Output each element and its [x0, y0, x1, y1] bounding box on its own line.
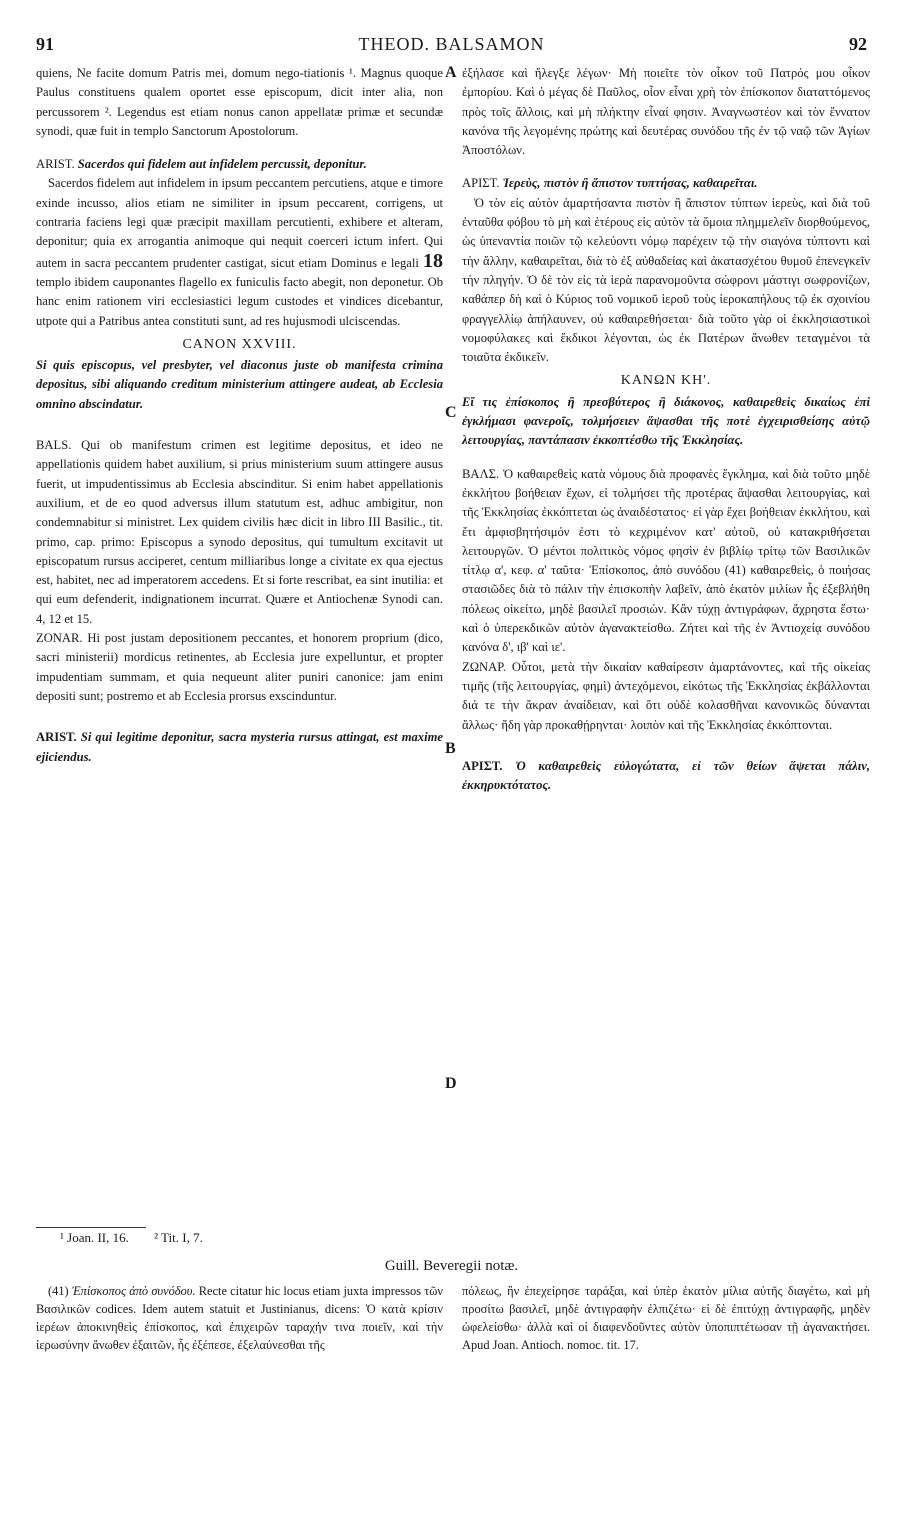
margin-marker-c: C: [445, 404, 457, 421]
note-41-continued: πόλεως, ἣν ἐπεχείρησε ταράξαι, καὶ ὑπὲρ ἑκατὸν μίλια αὐτῆς διαγέτω, καὶ μὴ προσίτω βασιλεῖ, μηδὲ ἀντιγραφὴν ἐλπιζέτω· εἰ δὲ ἐπιτύχῃ ἀντιγραφῆς, μηδὲν ὠφελείσθω· ἀλλὰ καὶ οἱ διαφενδοῦντες αὐτὸν ὑποπιπτέτωσαν τῇ ἀγανακτήσει. Apud Joan. Antioch. nomoc. tit. 17.: [462, 1284, 870, 1352]
latin-arist2-paragraph: [36, 728, 443, 767]
page-marker-18: 18: [423, 249, 443, 272]
greek-zonar-label: ΖΩΝΑΡ.: [462, 659, 507, 674]
margin-marker-d: D: [445, 1075, 457, 1092]
greek-arist-text: Ἱερεὺς, πιστὸν ἢ ἄπιστον τυπτήσας, καθαιρεῖται.: [502, 176, 758, 191]
latin-commentary-text-a: Sacerdos fidelem aut infidelem in ipsum peccantem percutiens, atque e timore exinde incusso, alios etiam ne similiter in ipsum peccarent, corrigens, ut contraria faciens legi quæ præcipit maxillam percutienti, exhibere et alteram, deponitur; quia ex arrogantia animoque qui nequit coerceri ictum infert. Qui autem in sacra peccantem prudenter castigat, sicut etiam Dominus e legali: [36, 176, 443, 270]
latin-arist-summary: [36, 155, 443, 174]
margin-marker-b: B: [445, 740, 456, 757]
greek-arist-label: ΑΡΙΣΤ.: [462, 176, 500, 191]
notes-right-column: [462, 1282, 870, 1354]
footnotes: [60, 1230, 225, 1246]
bals-text: Qui ob manifestum crimen est legitime depositus, et ideo ne appellationis quidem habet auxilium, si prius ministerium suum attingere ausus fuerit, ut impudentissimus ab Ecclesia abscinditur. Si enim habet appellationis auxilium, et de eo quod adversus illum statutum est, adhuc ambigitur, non condemnabitur si ministret. Lex quidem civilis hæc dicit in libro III Basilic., tit. primo, cap. primo: Episcopus a synodo depositus, qui tumultum excitavit ut episcopatum rursus acciperet, centum milliaribus longe a civitate ex qua ejectus est, habitet, nec ad imperatorem accedens. Et si forte rescribat, ea sint inutilia: et qui eum defenderit, indignationem incurrat. Quære et Antiochenæ Synodi can. 4, 12 et 15.: [36, 438, 443, 626]
latin-intro-paragraph: quiens, Ne facite domum Patris mei, domum nego-tiationis ¹. Magnus quoque Paulus constituens qualem oportet esse episcopum, dicit inter alia, non percussorem ². Legendus est etiam nonus canon appellatæ primæ et secundæ synodi, quæ fuit in templo Sanctorum Apostolorum.: [36, 66, 443, 138]
note-text: Recte citatur hic locus etiam juxta impressos τῶν Βασιλικῶν codices. Idem autem statuit et Justinianus, dicens: Ὁ κατὰ κρίσιν ἱερέων ἀποκινηθεὶς ἐπίσκοπος, καὶ ἐπιχειρῶν ταραχήν τινα ποιεῖν, καὶ τὴν ἱερωσύνην ἄνωθεν ἐξαιτῶν, ἧς ἐξέπεσε, ἐξελαύνεσθαι τῆς: [36, 1284, 443, 1352]
notes-title: Guill. Beveregii notæ.: [384, 1258, 519, 1274]
arist2-label: ARIST.: [36, 730, 77, 745]
greek-bals-paragraph: [462, 465, 870, 658]
bals-label: BALS.: [36, 438, 72, 453]
right-page-number: 92: [849, 34, 867, 54]
latin-zonar-paragraph: [36, 629, 443, 706]
margin-marker-a: A: [445, 64, 457, 81]
greek-arist2-text: Ὁ καθαιρεθεὶς εὐλογώτατα, εἰ τῶν θείων ἅψεται πάλιν, ἐκκηρυκτότατος.: [462, 758, 871, 793]
notes-left-column: [36, 1282, 443, 1354]
footnote-2: ² Tit. I, 7.: [154, 1230, 203, 1245]
greek-commentary-paragraph: Ὁ τὸν εἰς αὐτὸν ἁμαρτήσαντα πιστὸν ἢ ἄπιστον τύπτων ἱερεὺς, καὶ διὰ τοῦ ἐνταῦθα φόβου τὸ μὴ καὶ ἑτέρους εἰς αὐτὸν τὰ ὅμοια πλημμελεῖν διορθούμενος, ὡς ὑπεναντία ποιῶν τῷ κελεύοντι νόμῳ παρέχειν τῷ τὴν σιαγόνα τύπτοντι καὶ τὴν ἄλλην, καθαιρεῖται, διὰ τὸ ἐξ αὐθαδείας καὶ ἀκατασχέτου θυμοῦ ἐπενεγκεῖν τὴν πληγήν. Ὁ δὲ τὸν εἰς τὰ ἱερὰ παρανομοῦντα σώφρονι μάστιγι σωφρονίζων, καθάπερ δὴ καὶ ὁ Κύριος τοῦ νομικοῦ ἱεροῦ τοὺς ἱεροκαπήλους τῷ ἐκ σχοινίου φραγγελλίῳ ἀπήλαυνεν, οὐ καθαιρεθήσεται· διὰ τοῦτο γὰρ οἱ ἐκκλησιαστικοὶ νομοφύλακες καὶ ἔκδικοι λέγονται, ὡς ἐκ Πατέρων ἄνωθεν τεταγμένοι τὰ τοιαῦτα ἐκδικεῖν.: [462, 195, 870, 365]
greek-arist-summary: [462, 174, 870, 193]
latin-canon-title: CANON XXVIII.: [182, 336, 297, 352]
note-41: [36, 1282, 443, 1354]
greek-arist2-paragraph: [462, 757, 870, 796]
running-header: [36, 34, 867, 58]
zonar-label: ZONAR.: [36, 631, 83, 646]
greek-zonar-paragraph: [462, 658, 870, 735]
footnote-divider: [36, 1227, 146, 1228]
arist-text: Sacerdos qui fidelem aut infidelem percussit, deponitur.: [77, 157, 367, 172]
greek-bals-label: ΒΑΛΣ.: [462, 466, 500, 481]
greek-arist2-label: ΑΡΙΣΤ.: [462, 758, 503, 773]
arist2-text: Si qui legitime deponitur, sacra mysteria rursus attingat, est maxime ejiciendus.: [36, 730, 443, 764]
latin-bals-paragraph: [36, 436, 443, 629]
header-title: THEOD. BALSAMON: [358, 34, 545, 54]
note-lemma: Ἐπίσκοπος ἀπὸ συνόδου.: [71, 1284, 196, 1298]
latin-commentary-paragraph: [36, 174, 443, 330]
left-page-number: 91: [36, 34, 54, 54]
greek-zonar-text: Οὗτοι, μετὰ τὴν δικαίαν καθαίρεσιν ἁμαρτάνοντες, καὶ τῆς οἰκείας τιμῆς (τῆς λειτουργίας, φημὶ) ἀντεχόμενοι, εἰκότως τῆς Ἐκκλησίας ἐκβάλλονται διά τε τὴν ἄκραν ἀναίδειαν, καὶ ὅτι οὐδὲ κολασθῆναι κανονικῶς δύνανται ἄλλως· ἤδη γὰρ προκαθῄρηνται· λοιπὸν καὶ τῆς Ἐκκλησίας ἐκκόπτονται.: [462, 659, 871, 732]
greek-intro-paragraph: ἐξήλασε καὶ ἤλεγξε λέγων· Μὴ ποιεῖτε τὸν οἶκον τοῦ Πατρός μου οἶκον ἐμπορίου. Καὶ ὁ μέγας δὲ Παῦλος, οἷον εἶναι χρὴ τὸν ἐπίσκοπον διαταττόμενος πρὸς τοῖς ἄλλοις, καὶ μὴ πλήκτην εἶναί φησιν. Ἀναγνωστέον καὶ τὸν ἔννατον κανόνα τῆς λεγομένης πρώτης καὶ δευτέρας συνόδου τῆς ἐν τῷ ναῷ τῶν Ἁγίων Ἀποστόλων.: [462, 66, 870, 158]
greek-bals-text: Ὁ καθαιρεθεὶς κατὰ νόμους διὰ προφανὲς ἔγκλημα, καὶ διὰ τοῦτο μηδὲ ἐκκλήτου βοήθειαν ἔχων, εἰ τολμήσει τῆς προτέρας ἅψασθαι λειτουργίας, καὶ τῆς Ἐκκλησίας ἐκκόπτεται ὡς ἀναιδέστατος· εἰ γὰρ ἔχει βοήθειαν ἐκκλήτου, καὶ ἔτι ἀμφισβητήσιμόν ἐστι τὸ κεχριμένον κατ' αὐτοῦ, οὐ κατακριθήσεται λειτουργῶν. Ὁ μέντοι πολιτικὸς νόμος φησὶν ἐν βιβλίῳ τρίτῳ τῶν Βασιλικῶν τίτλῳ α', κεφ. α' ταῦτα· Ἐπίσκοπος, ἀπὸ συνόδου (41) καθαιρεθεὶς, ὁ ποιήσας στασιῶδες διὰ τὸ πάλιν τὴν ἐπισκοπὴν λαβεῖν, ἀπὸ ἑκατὸν μιλίων ἧς ἐξεβλήθη πόλεως οἰκείτω, μηδὲ βασιλεῖ προσιών. Κἂν τύχῃ ἀντιγράφων, ἄχρηστα ἔστω· καὶ ὁ ὑπερεκδικῶν αὐτὸν ἀγανακτείσθω. Ζήτει καὶ τῆς ἐν Ἀντιοχείᾳ συνόδου κανόνα δ', ιβ' καὶ ιε'.: [462, 466, 870, 655]
footnote-1: ¹ Joan. II, 16.: [60, 1230, 129, 1245]
greek-canon-title: ΚΑΝΩΝ ΚΗ'.: [620, 373, 712, 389]
greek-column: [462, 64, 870, 795]
greek-canon-text: Εἴ τις ἐπίσκοπος ἢ πρεσβύτερος ἢ διάκονος, καθαιρεθεὶς δικαίως ἐπὶ ἐγκλήμασι φανεροῖς, τολμήσειεν ἅψασθαι τῆς ποτὲ ἐγχειρισθείσης αὐτῷ λειτουργίας, παντάπασιν ἐκκοπτέσθω τῆς Ἐκκλησίας.: [462, 394, 870, 448]
latin-commentary-text-b: templo ibidem cauponantes flagello ex funiculis facto abegit, non deponetur. Ob hanc enim rationem viri ecclesiastici legum custodes et vindices dicebantur, utpote qui a Patribus antea constituti sunt, ad res hujusmodi ulciscendas.: [36, 274, 443, 328]
note-label: (41): [48, 1284, 69, 1298]
latin-canon-text: Si quis episcopus, vel presbyter, vel diaconus juste ob manifesta crimina depositus, sibi aliquando creditum ministerium attingere audeat, ab Ecclesia omnino abscindatur.: [36, 358, 443, 411]
latin-column: [36, 64, 443, 767]
arist-label: ARIST.: [36, 157, 75, 172]
zonar-text: Hi post justam depositionem peccantes, et honorem proprium (dico, sacri ministerii) mordicus retinentes, ab Ecclesia jure expelluntur, et propter impudentiam summam, et quia nequeunt aliter puniri canonice: jam enim depositi sunt; postremo et ab Ecclesia prorsus exscinduntur.: [36, 631, 443, 703]
